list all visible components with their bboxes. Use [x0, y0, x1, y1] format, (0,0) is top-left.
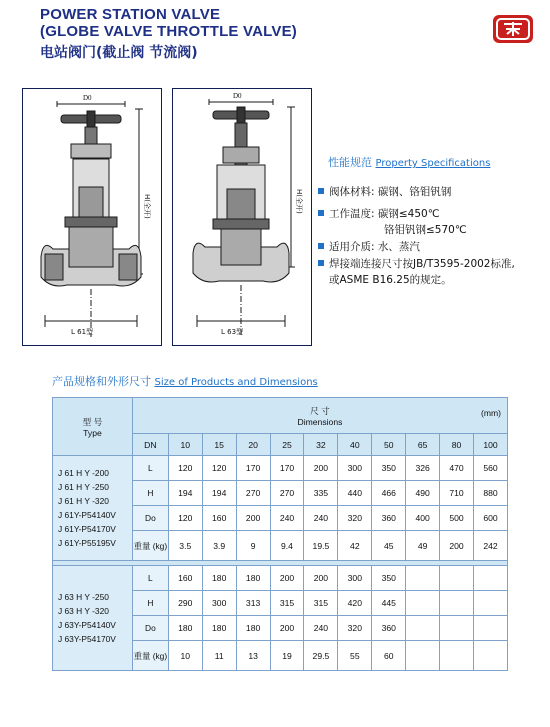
table-cell: 270 [236, 481, 270, 506]
spec-item-connection-standard: 或ASME B16.25的规定。 [329, 274, 452, 286]
valve-drawing-j63 [172, 88, 312, 346]
table-cell: 120 [168, 506, 202, 531]
unit-label: (mm) [480, 407, 501, 418]
page-title-en-line2: (GLOBE VALVE THROTTLE VALVE) [40, 23, 297, 40]
type-cell-group2 [53, 566, 133, 671]
table-cell: 200 [304, 456, 338, 481]
table-cell: 470 [440, 456, 474, 481]
table-cell: 315 [304, 591, 338, 616]
valve-sketch-j61 [23, 89, 161, 345]
table-cell: 10 [168, 641, 202, 671]
table-cell: 200 [304, 566, 338, 591]
row-label: 重量 (kg) [132, 641, 168, 671]
table-cell [440, 566, 474, 591]
table-cell [474, 591, 508, 616]
table-cell: 55 [338, 641, 372, 671]
table-cell: 440 [338, 481, 372, 506]
spec-item-temperature-alloy: 铬钼钒钢≤570℃ [384, 224, 467, 236]
table-cell: 180 [236, 616, 270, 641]
table-cell: 240 [304, 616, 338, 641]
type-header-cn: 型 号 [82, 416, 103, 427]
table-cell: 9.4 [270, 531, 304, 561]
table-cell: 350 [372, 566, 406, 591]
dn-value: 15 [202, 434, 236, 456]
specs-heading [328, 154, 490, 170]
table-cell: 60 [372, 641, 406, 671]
table-cell: 180 [202, 616, 236, 641]
table-cell: 180 [168, 616, 202, 641]
spec-item-temperature: 工作温度: 碳钢≤450℃ [318, 206, 440, 221]
table-cell: 120 [202, 456, 236, 481]
row-label: Do [132, 506, 168, 531]
table-cell: 466 [372, 481, 406, 506]
valve-drawing-j61 [22, 88, 162, 346]
table-cell: 170 [236, 456, 270, 481]
type-model: J 61Y-P54170V [58, 524, 116, 534]
table-cell: 200 [440, 531, 474, 561]
table-cell [406, 566, 440, 591]
table-cell: 3.9 [202, 531, 236, 561]
table-cell: 42 [338, 531, 372, 561]
brand-logo [492, 14, 534, 44]
table-cell: 3.5 [168, 531, 202, 561]
table-cell: 560 [474, 456, 508, 481]
type-model: J 61Y-P55195V [58, 538, 116, 548]
dn-value: 10 [168, 434, 202, 456]
bullet-square-icon [318, 210, 324, 216]
type-cell-group1 [53, 456, 133, 561]
dim-do-label: D0 [83, 94, 92, 102]
dn-value: 32 [304, 434, 338, 456]
table-cell: 400 [406, 506, 440, 531]
table-cell: 170 [270, 456, 304, 481]
table-cell [440, 641, 474, 671]
valve-sketch-j63 [173, 89, 311, 345]
type-model: J 61Y-P54140V [58, 510, 116, 520]
table-cell: 240 [270, 506, 304, 531]
table-cell: 11 [202, 641, 236, 671]
table-cell: 180 [202, 566, 236, 591]
table-cell: 120 [168, 456, 202, 481]
table-row [53, 566, 508, 591]
table-cell: 500 [440, 506, 474, 531]
drawing-caption-j61: L 61型 [71, 328, 94, 336]
row-label: H [132, 481, 168, 506]
table-cell [474, 616, 508, 641]
dimensions-header-cn: 尺 寸 [310, 405, 330, 416]
table-cell: 160 [168, 566, 202, 591]
table-cell: 300 [338, 566, 372, 591]
type-header-cell [53, 398, 133, 456]
table-cell: 270 [270, 481, 304, 506]
dn-value: 80 [440, 434, 474, 456]
dn-value: 50 [372, 434, 406, 456]
table-cell: 194 [168, 481, 202, 506]
table-cell: 19.5 [304, 531, 338, 561]
table-cell: 315 [270, 591, 304, 616]
specs-heading-en: Property Specifications [375, 158, 491, 169]
table-cell: 200 [270, 616, 304, 641]
spec-item-connection: 焊接端连接尺寸按JB/T3595-2002标准, [318, 256, 515, 271]
table-cell: 420 [338, 591, 372, 616]
type-header-en: Type [83, 427, 102, 438]
table-cell: 200 [236, 506, 270, 531]
dimensions-header-en: Dimensions [297, 416, 343, 427]
table-row [53, 456, 508, 481]
page-title-en-line1: POWER STATION VALVE [40, 6, 221, 23]
type-model: J 61 H Y -320 [58, 496, 109, 506]
sizes-heading-cn: 产品规格和外形尺寸 [52, 375, 151, 388]
row-label: L [132, 456, 168, 481]
table-cell [474, 566, 508, 591]
bullet-square-icon [318, 260, 324, 266]
table-cell [406, 591, 440, 616]
type-model: J 61 H Y -250 [58, 482, 109, 492]
table-cell [440, 616, 474, 641]
row-label: 重量 (kg) [132, 531, 168, 561]
table-cell: 300 [202, 591, 236, 616]
spec-item-material: 阀体材料: 碳钢、铬钼钒钢 [318, 184, 451, 199]
table-cell: 326 [406, 456, 440, 481]
spec-item-medium: 适用介质: 水、蒸汽 [318, 239, 420, 254]
table-cell: 880 [474, 481, 508, 506]
table-cell: 490 [406, 481, 440, 506]
type-model: J 61 H Y -200 [58, 468, 109, 478]
table-cell [406, 641, 440, 671]
table-cell: 350 [372, 456, 406, 481]
table-cell: 45 [372, 531, 406, 561]
table-cell: 180 [236, 566, 270, 591]
dn-value: 65 [406, 434, 440, 456]
table-cell: 335 [304, 481, 338, 506]
table-cell [406, 616, 440, 641]
sizes-heading [52, 373, 318, 389]
table-cell: 300 [338, 456, 372, 481]
dim-h-label: H(全开) [143, 194, 151, 219]
type-model: J 63Y-P54140V [58, 620, 116, 630]
page-title-cn: 电站阀门(截止阀 节流阀) [40, 45, 198, 61]
table-cell [474, 641, 508, 671]
type-model: J 63Y-P54170V [58, 634, 116, 644]
table-cell: 19 [270, 641, 304, 671]
specs-heading-cn: 性能规范 [328, 156, 372, 169]
table-cell: 49 [406, 531, 440, 561]
dn-value: 40 [338, 434, 372, 456]
dn-value: 20 [236, 434, 270, 456]
table-cell: 9 [236, 531, 270, 561]
dim-do-label-right: D0 [233, 92, 242, 100]
bullet-square-icon [318, 243, 324, 249]
table-cell: 313 [236, 591, 270, 616]
table-cell: 240 [304, 506, 338, 531]
table-cell: 290 [168, 591, 202, 616]
table-cell: 320 [338, 506, 372, 531]
table-cell: 242 [474, 531, 508, 561]
type-model: J 63 H Y -250 [58, 592, 109, 602]
table-cell: 360 [372, 506, 406, 531]
table-cell: 29.5 [304, 641, 338, 671]
table-cell [440, 591, 474, 616]
drawing-caption-j63: L 63型 [221, 328, 244, 336]
row-label: L [132, 566, 168, 591]
sizes-heading-en: Size of Products and Dimensions [154, 377, 318, 388]
table-cell: 200 [270, 566, 304, 591]
dn-label: DN [132, 434, 168, 456]
table-cell: 445 [372, 591, 406, 616]
row-label: H [132, 591, 168, 616]
row-label: Do [132, 616, 168, 641]
table-cell: 13 [236, 641, 270, 671]
dim-h-label-right: H(全开) [295, 189, 303, 214]
table-cell: 710 [440, 481, 474, 506]
table-cell: 600 [474, 506, 508, 531]
bullet-square-icon [318, 188, 324, 194]
dn-value: 100 [474, 434, 508, 456]
dimensions-header-cell [132, 398, 507, 434]
type-model: J 63 H Y -320 [58, 606, 109, 616]
dimensions-table [52, 397, 508, 671]
table-cell: 320 [338, 616, 372, 641]
table-cell: 160 [202, 506, 236, 531]
table-cell: 194 [202, 481, 236, 506]
table-cell: 360 [372, 616, 406, 641]
dn-value: 25 [270, 434, 304, 456]
